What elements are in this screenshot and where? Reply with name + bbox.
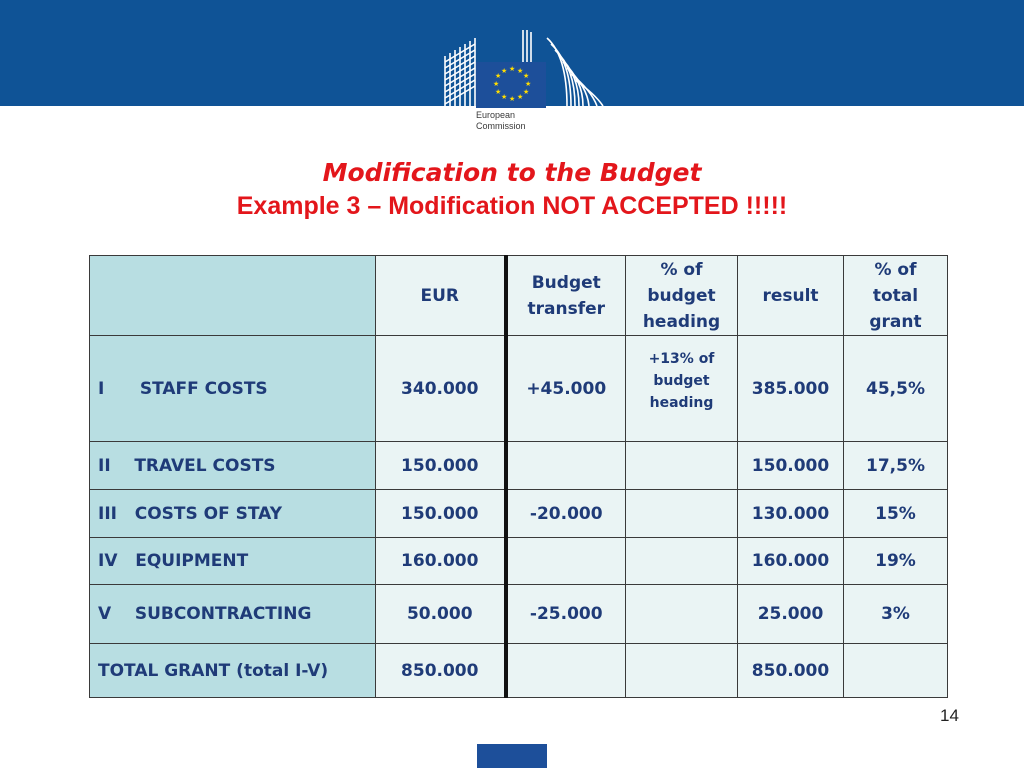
- svg-text:★: ★: [501, 67, 508, 75]
- row-label: I STAFF COSTS: [90, 336, 376, 442]
- svg-text:★: ★: [523, 72, 530, 80]
- svg-text:★: ★: [523, 88, 530, 96]
- cell-result: 25.000: [738, 585, 844, 644]
- svg-text:★: ★: [517, 67, 524, 75]
- table-row: [90, 490, 948, 538]
- header-pct-total-grant: % of total grant: [869, 259, 922, 332]
- svg-text:★: ★: [525, 80, 532, 88]
- svg-text:★: ★: [495, 88, 502, 96]
- cell-pct-heading: +13% of budget heading: [648, 350, 715, 411]
- cell-result: 130.000: [738, 490, 844, 538]
- cell-transfer: [506, 442, 626, 490]
- svg-text:★: ★: [509, 65, 516, 73]
- header-result: result: [738, 256, 844, 336]
- cell-result: 150.000: [738, 442, 844, 490]
- cell-pct-heading: [626, 442, 738, 490]
- cell-eur: 150.000: [376, 490, 506, 538]
- svg-text:★: ★: [493, 80, 500, 88]
- table-row: [90, 336, 948, 442]
- header-pct-budget-heading: % of budget heading: [642, 259, 721, 332]
- svg-text:★: ★: [495, 72, 502, 80]
- svg-text:★: ★: [517, 93, 524, 101]
- cell-pct-grant: 19%: [844, 538, 948, 585]
- cell-pct-heading: [626, 538, 738, 585]
- cell-pct-heading: [626, 585, 738, 644]
- cell-pct-grant-highlight: 45,5%: [844, 336, 948, 442]
- page-subtitle: Example 3 – Modification NOT ACCEPTED !!!!!: [236, 192, 788, 220]
- header-blank-cell: [90, 256, 376, 336]
- cell-pct-grant: 17,5%: [844, 442, 948, 490]
- cell-eur: 160.000: [376, 538, 506, 585]
- cell-pct-grant: [844, 644, 948, 698]
- logo-caption: European Commission: [476, 110, 526, 131]
- eu-stars-icon: [476, 62, 546, 108]
- table-total-row: [90, 644, 948, 698]
- table-row: [90, 585, 948, 644]
- row-label: IV EQUIPMENT: [90, 538, 376, 585]
- cell-transfer: [506, 644, 626, 698]
- cell-pct-heading: [626, 644, 738, 698]
- cell-eur: 850.000: [376, 644, 506, 698]
- header-eur: EUR: [376, 256, 506, 336]
- page-number: 14: [940, 706, 959, 725]
- cell-result: 160.000: [738, 538, 844, 585]
- footer-tab: [477, 744, 547, 768]
- cell-eur: 340.000: [376, 336, 506, 442]
- row-label: II TRAVEL COSTS: [90, 442, 376, 490]
- cell-result: 850.000: [738, 644, 844, 698]
- cell-transfer: [506, 538, 626, 585]
- svg-text:★: ★: [509, 95, 516, 103]
- header-budget-transfer: Budget transfer: [527, 272, 605, 319]
- row-label: III COSTS OF STAY: [90, 490, 376, 538]
- eu-flag: [476, 62, 546, 108]
- svg-text:★: ★: [501, 93, 508, 101]
- cell-eur: 150.000: [376, 442, 506, 490]
- budget-table: [89, 255, 948, 698]
- table-header-row: [90, 256, 948, 336]
- cell-pct-grant: 15%: [844, 490, 948, 538]
- cell-transfer: -25.000: [506, 585, 626, 644]
- row-label: V SUBCONTRACTING: [90, 585, 376, 644]
- row-label: TOTAL GRANT (total I-V): [90, 644, 376, 698]
- cell-pct-grant: 3%: [844, 585, 948, 644]
- page-title: Modification to the Budget: [322, 158, 702, 187]
- cell-transfer: +45.000: [506, 336, 626, 442]
- table-row: [90, 538, 948, 585]
- table-row: [90, 442, 948, 490]
- cell-eur: 50.000: [376, 585, 506, 644]
- cell-result: 385.000: [738, 336, 844, 442]
- cell-transfer: -20.000: [506, 490, 626, 538]
- cell-pct-heading: [626, 490, 738, 538]
